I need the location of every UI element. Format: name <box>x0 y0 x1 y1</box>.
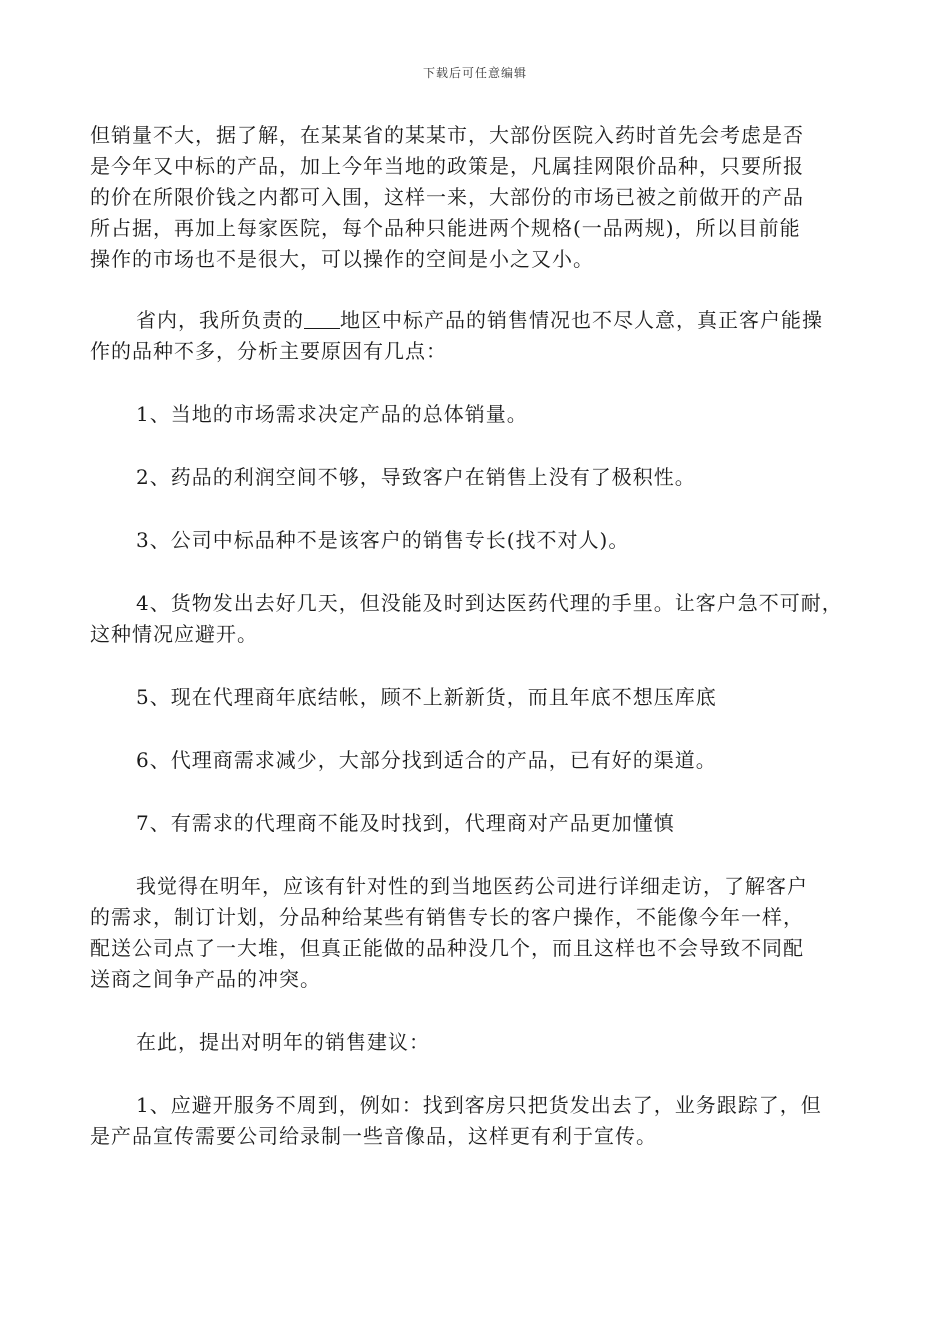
text-line: 送商之间争产品的冲突。 <box>90 967 321 991</box>
list-item-4 <box>90 588 880 650</box>
list-item-7: 7、有需求的代理商不能及时找到，代理商对产品更加懂慎 <box>136 811 675 835</box>
list-item-2: 2、药品的利润空间不够，导致客户在销售上没有了极积性。 <box>136 465 696 489</box>
text-line: 所占据，再加上每家医院，每个品种只能进两个规格(一品两规)，所以目前能 <box>90 216 801 240</box>
list-item-1: 1、当地的市场需求决定产品的总体销量。 <box>136 402 528 426</box>
paragraph-suggestions-intro: 在此，提出对明年的销售建议： <box>136 1030 430 1054</box>
text-line: 操作的市场也不是很大，可以操作的空间是小之又小。 <box>90 247 594 271</box>
text-line: 配送公司点了一大堆，但真正能做的品种没几个，而且这样也不会导致不同配 <box>90 936 804 960</box>
suggestion-item-1 <box>90 1090 880 1152</box>
fill-in-blank <box>304 308 340 329</box>
paragraph-province-situation <box>90 305 880 367</box>
text-line: 我觉得在明年，应该有针对性的到当地医药公司进行详细走访，了解客户 <box>136 874 808 898</box>
list-item-5: 5、现在代理商年底结帐，顾不上新新货，而且年底不想压库底 <box>136 685 717 709</box>
document-body <box>90 120 880 1184</box>
text-line: 是产品宣传需要公司给录制一些音像品，这样更有利于宣传。 <box>90 1124 657 1148</box>
text-line: 4、货物发出去好几天，但没能及时到达医药代理的手里。让客户急不可耐， <box>136 591 843 615</box>
text-line: 的需求，制订计划，分品种给某些有销售专长的客户操作，不能像今年一样， <box>90 905 804 929</box>
text-segment: 地区中标产品的销售情况也不尽人意，真正客户能操 <box>340 308 823 332</box>
text-line: 1、应避开服务不周到，例如：找到客房只把货发出去了，业务跟踪了，但 <box>136 1093 822 1117</box>
text-line: 但销量不大，据了解，在某某省的某某市，大部份医院入药时首先会考虑是否 <box>90 123 804 147</box>
text-line: 作的品种不多，分析主要原因有几点： <box>90 339 447 363</box>
list-item-3: 3、公司中标品种不是该客户的销售专长(找不对人)。 <box>136 528 630 552</box>
paragraph-sales-background <box>90 120 880 275</box>
text-line <box>90 305 880 336</box>
text-line: 是今年又中标的产品，加上今年当地的政策是，凡属挂网限价品种，只要所报 <box>90 154 804 178</box>
paragraph-next-year-plan <box>90 871 880 995</box>
text-line: 的价在所限价钱之内都可入围，这样一来，大部份的市场已被之前做开的产品 <box>90 185 804 209</box>
text-line: 这种情况应避开。 <box>90 622 258 646</box>
list-item-6: 6、代理商需求减少，大部分找到适合的产品，已有好的渠道。 <box>136 748 717 772</box>
text-segment: 省内，我所负责的 <box>136 308 304 332</box>
page-header-note: 下载后可任意编辑 <box>422 66 527 80</box>
